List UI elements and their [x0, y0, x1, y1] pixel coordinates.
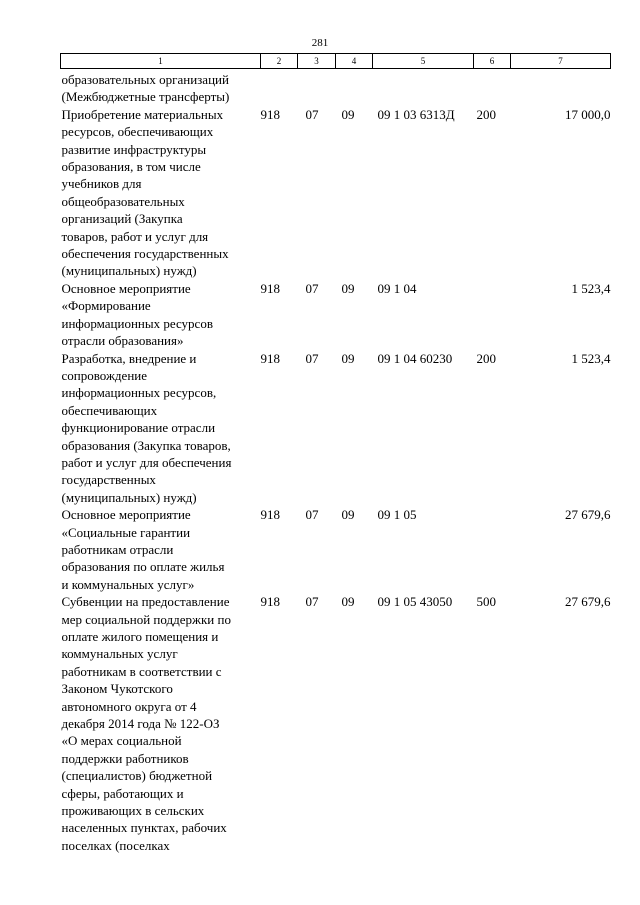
cell-amount: 27 679,6 [565, 507, 611, 523]
cell-target-article: 09 1 05 [377, 507, 417, 523]
cell-amount [511, 69, 611, 106]
column-header-7: 7 [511, 54, 611, 69]
description-line: Приобретение материальных [61, 106, 224, 122]
cell-target-article: 09 1 04 [377, 280, 417, 296]
cell-amount: 1 523,4 [571, 280, 611, 296]
description-line: населенных пунктах, рабочих [61, 820, 227, 836]
cell-ministry-code: 918 [260, 507, 280, 523]
description-line: Субвенции на предоставление [61, 594, 230, 610]
cell-amount: 27 679,6 [565, 594, 611, 610]
cell-section: 07 [305, 507, 319, 523]
description-line: образовательных организаций [61, 72, 229, 87]
description-line: (муниципальных) нужд) [61, 489, 197, 505]
cell-expense-type [474, 69, 511, 106]
row-description [61, 69, 261, 106]
cell-subsection: 09 [341, 507, 355, 523]
table-row [61, 106, 611, 280]
table-row [61, 350, 611, 507]
description-line: поселках (поселках [61, 837, 170, 853]
cell-expense-type: 200 [476, 350, 496, 366]
cell-amount: 1 523,4 [571, 350, 611, 366]
description-line: общеобразовательных [61, 193, 185, 209]
description-line: обеспечивающих [61, 402, 158, 418]
description-line: работникам в соответствии с [61, 663, 222, 679]
description-line: «О мерах социальной [61, 733, 182, 749]
row-description [61, 106, 261, 280]
cell-target-article: 09 1 03 6313Д [377, 106, 455, 122]
description-line: функционирование отрасли [61, 420, 216, 436]
cell-expense-type: 500 [476, 594, 496, 610]
description-line: Основное мероприятие [61, 280, 191, 296]
description-line: автономного округа от 4 [61, 698, 197, 714]
cell-ministry-code: 918 [260, 594, 280, 610]
table-row [61, 280, 611, 350]
budget-table [60, 53, 611, 854]
row-description [61, 506, 261, 593]
cell-section: 07 [305, 280, 319, 296]
description-line: проживающих в сельских [61, 803, 205, 819]
column-header-4: 4 [336, 54, 373, 69]
description-line: поддержки работников [61, 750, 189, 766]
description-line: обеспечения государственных [61, 246, 229, 262]
column-header-5: 5 [373, 54, 474, 69]
table-row [61, 593, 611, 854]
description-line: Разработка, внедрение и [61, 350, 197, 366]
description-line: государственных [61, 472, 156, 488]
cell-section: 07 [305, 106, 319, 122]
description-line: мер социальной поддержки по [61, 611, 231, 627]
cell-ministry-code [261, 69, 298, 106]
row-description [61, 280, 261, 350]
description-line: коммунальных услуг [61, 646, 178, 662]
description-line: информационных ресурсов [61, 315, 213, 331]
description-line: оплате жилого помещения и [61, 629, 219, 644]
cell-ministry-code: 918 [260, 280, 280, 296]
column-header-1: 1 [61, 54, 261, 69]
description-line: сопровождение [61, 367, 148, 383]
description-line: работникам отрасли [61, 541, 174, 557]
table-body [61, 69, 611, 855]
cell-section: 07 [305, 350, 319, 366]
cell-ministry-code: 918 [260, 350, 280, 366]
cell-subsection: 09 [341, 594, 355, 610]
cell-section [298, 69, 336, 106]
description-line: отрасли образования» [61, 333, 184, 349]
cell-subsection: 09 [341, 106, 355, 122]
cell-ministry-code: 918 [260, 106, 280, 122]
column-header-6: 6 [474, 54, 511, 69]
description-line: развитие инфраструктуры [61, 141, 207, 157]
description-line: образования, в том числе [61, 159, 201, 175]
column-header-row [61, 54, 611, 69]
description-line: товаров, работ и услуг для [61, 228, 209, 244]
description-line: «Социальные гарантии [61, 524, 191, 540]
cell-target-article [373, 69, 474, 106]
description-line: ресурсов, обеспечивающих [61, 124, 214, 140]
description-line: Законом Чукотского [61, 681, 173, 697]
description-line: Основное мероприятие [61, 507, 191, 523]
table-row [61, 69, 611, 106]
cell-subsection: 09 [341, 280, 355, 296]
row-description [61, 350, 261, 507]
description-line: и коммунальных услуг» [61, 576, 195, 592]
cell-subsection [336, 69, 373, 106]
description-line: организаций (Закупка [61, 211, 183, 227]
cell-expense-type: 200 [476, 106, 496, 122]
description-line: (Межбюджетные трансферты) [61, 89, 230, 105]
description-line: (муниципальных) нужд) [61, 263, 197, 279]
description-line: «Формирование [61, 298, 151, 314]
cell-expense-type [474, 280, 511, 350]
description-line: декабря 2014 года № 122-ОЗ [61, 716, 220, 732]
description-line: образования (Закупка товаров, [61, 437, 231, 453]
description-line: информационных ресурсов, [61, 385, 217, 401]
description-line: (специалистов) бюджетной [61, 768, 213, 784]
row-description [61, 593, 261, 854]
cell-target-article: 09 1 04 60230 [377, 350, 453, 366]
description-line: сферы, работающих и [61, 785, 184, 801]
cell-subsection: 09 [341, 350, 355, 366]
cell-section: 07 [305, 594, 319, 610]
column-header-2: 2 [261, 54, 298, 69]
cell-target-article: 09 1 05 43050 [377, 594, 453, 610]
description-line: учебников для [61, 176, 142, 192]
cell-expense-type [474, 506, 511, 593]
cell-amount: 17 000,0 [565, 106, 611, 122]
page-number: 281 [311, 37, 329, 49]
column-header-3: 3 [298, 54, 336, 69]
table-row [61, 506, 611, 593]
description-line: образования по оплате жилья [61, 559, 225, 575]
description-line: работ и услуг для обеспечения [61, 454, 232, 470]
